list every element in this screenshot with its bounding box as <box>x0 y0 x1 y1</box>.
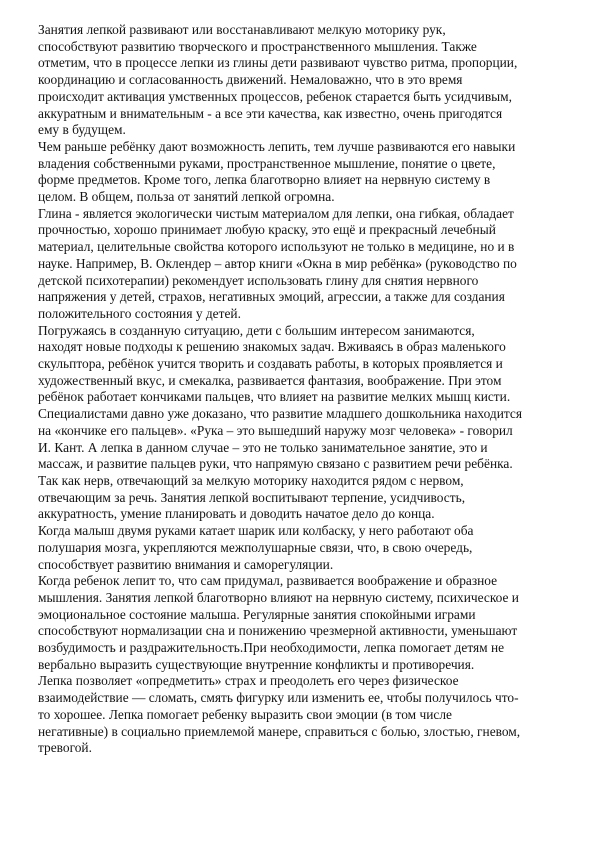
paragraph-7 <box>38 673 562 757</box>
text-line: скульптора, ребёнок учится творить и создавать работы, в которых проявляется и <box>38 356 503 372</box>
text-line: целом. В общем, польза от занятий лепкой огромна. <box>38 189 335 205</box>
text-line: Специалистами давно уже доказано, что развитие младшего дошкольника находится <box>38 406 523 422</box>
text-line: владения собственными руками, пространственное мышление, понятие о цвете, <box>38 155 496 171</box>
paragraph-4 <box>38 323 562 523</box>
text-line: науке. Например, В. Оклендер – автор книги «Окна в мир ребёнка» (руководство по <box>38 255 517 271</box>
text-line: способствуют нормализации сна и понижению чрезмерной активности, уменьшают <box>38 623 518 639</box>
text-line: детской психотерапии) рекомендует использовать глину для снятия нервного <box>38 272 479 288</box>
paragraph-1 <box>38 22 562 139</box>
text-line: тревогой. <box>38 740 92 756</box>
text-line: происходит активация умственных процессов, ребенок старается быть усидчивым, <box>38 88 512 104</box>
text-line: Когда малыш двумя руками катает шарик или колбаску, у него работают оба <box>38 523 474 539</box>
text-line: способствует развитию внимания и саморегуляции. <box>38 556 334 572</box>
text-line: находят новые подходы к решению знакомых задач. Вживаясь в образ маленького <box>38 339 506 355</box>
text-line: аккуратным и внимательным - а все эти качества, как известно, очень пригодятся <box>38 105 503 121</box>
text-line: положительного состояния у детей. <box>38 305 241 321</box>
text-line: массаж, и развитие пальцев руки, что напрямую связано с развитием речи ребёнка. <box>38 456 513 472</box>
text-line: ему в будущем. <box>38 122 126 138</box>
text-line: способствуют развитию творческого и пространственного мышления. Также <box>38 38 477 54</box>
text-line: то хорошее. Лепка помогает ребенку выразить свои эмоции (в том числе <box>38 706 452 722</box>
text-line: прочностью, хорошо принимает любую краску, это ещё и прекрасный лечебный <box>38 222 496 238</box>
text-line: взаимодействие — сломать, смять фигурку или изменить ее, чтобы получилось что- <box>38 690 519 706</box>
text-line: негативные) в социально приемлемой манере, справиться с болью, злостью, гневом, <box>38 723 521 739</box>
text-line: Погружаясь в созданную ситуацию, дети с большим интересом занимаются, <box>38 322 475 338</box>
text-line: вербально выразить существующие внутренние конфликты и противоречия. <box>38 656 475 672</box>
text-line: материал, целительные свойства которого используют не только в медицине, но и в <box>38 239 515 255</box>
text-line: Чем раньше ребёнку дают возможность лепить, тем лучше развиваются его навыки <box>38 138 516 154</box>
text-line: на «кончике его пальцев». «Рука – это вышедший наружу мозг человека» - говорил <box>38 422 513 438</box>
text-line: координацию и согласованность движений. Немаловажно, что в это время <box>38 72 463 88</box>
text-line: Занятия лепкой развивают или восстанавливают мелкую моторику рук, <box>38 22 446 37</box>
text-line: форме предметов. Кроме того, лепка благотворно влияет на нервную систему в <box>38 172 491 188</box>
text-line: аккуратность, умение планировать и доводить начатое дело до конца. <box>38 506 435 522</box>
text-line: Глина - является экологически чистым материалом для лепки, она гибкая, обладает <box>38 205 514 221</box>
text-line: мышления. Занятия лепкой благотворно влияют на нервную систему, психическое и <box>38 589 519 605</box>
text-line: возбудимость и раздражительность.При необходимости, лепка помогает детям не <box>38 640 505 656</box>
text-line: полушария мозга, укрепляются межполушарные связи, что, в свою очередь, <box>38 539 473 555</box>
text-line: Когда ребенок лепит то, что сам придумал, развивается воображение и образное <box>38 573 498 589</box>
paragraph-2 <box>38 139 562 206</box>
text-line: напряжения у детей, страхов, негативных эмоций, агрессии, а также для создания <box>38 289 505 305</box>
text-line: отвечающим за речь. Занятия лепкой воспитывают терпение, усидчивость, <box>38 489 466 505</box>
text-line: Так как нерв, отвечающий за мелкую моторику находится рядом с нервом, <box>38 472 464 488</box>
text-line: И. Кант. А лепка в данном случае – это не только занимательное занятие, это и <box>38 439 488 455</box>
document-page <box>38 22 562 757</box>
paragraph-5 <box>38 523 562 573</box>
paragraph-6 <box>38 573 562 673</box>
paragraph-3 <box>38 206 562 323</box>
text-line: отметим, что в процессе лепки из глины дети развивают чувство ритма, пропорции, <box>38 55 518 71</box>
text-line: художественный вкус, и смекалка, развивается фантазия, воображение. При этом <box>38 372 502 388</box>
text-line: ребёнок работает кончиками пальцев, что влияет на развитие мелких мышц кисти. <box>38 389 511 405</box>
text-line: Лепка позволяет «опредметить» страх и преодолеть его через физическое <box>38 673 459 689</box>
text-line: эмоциональное состояние малыша. Регулярные занятия спокойными играми <box>38 606 476 622</box>
